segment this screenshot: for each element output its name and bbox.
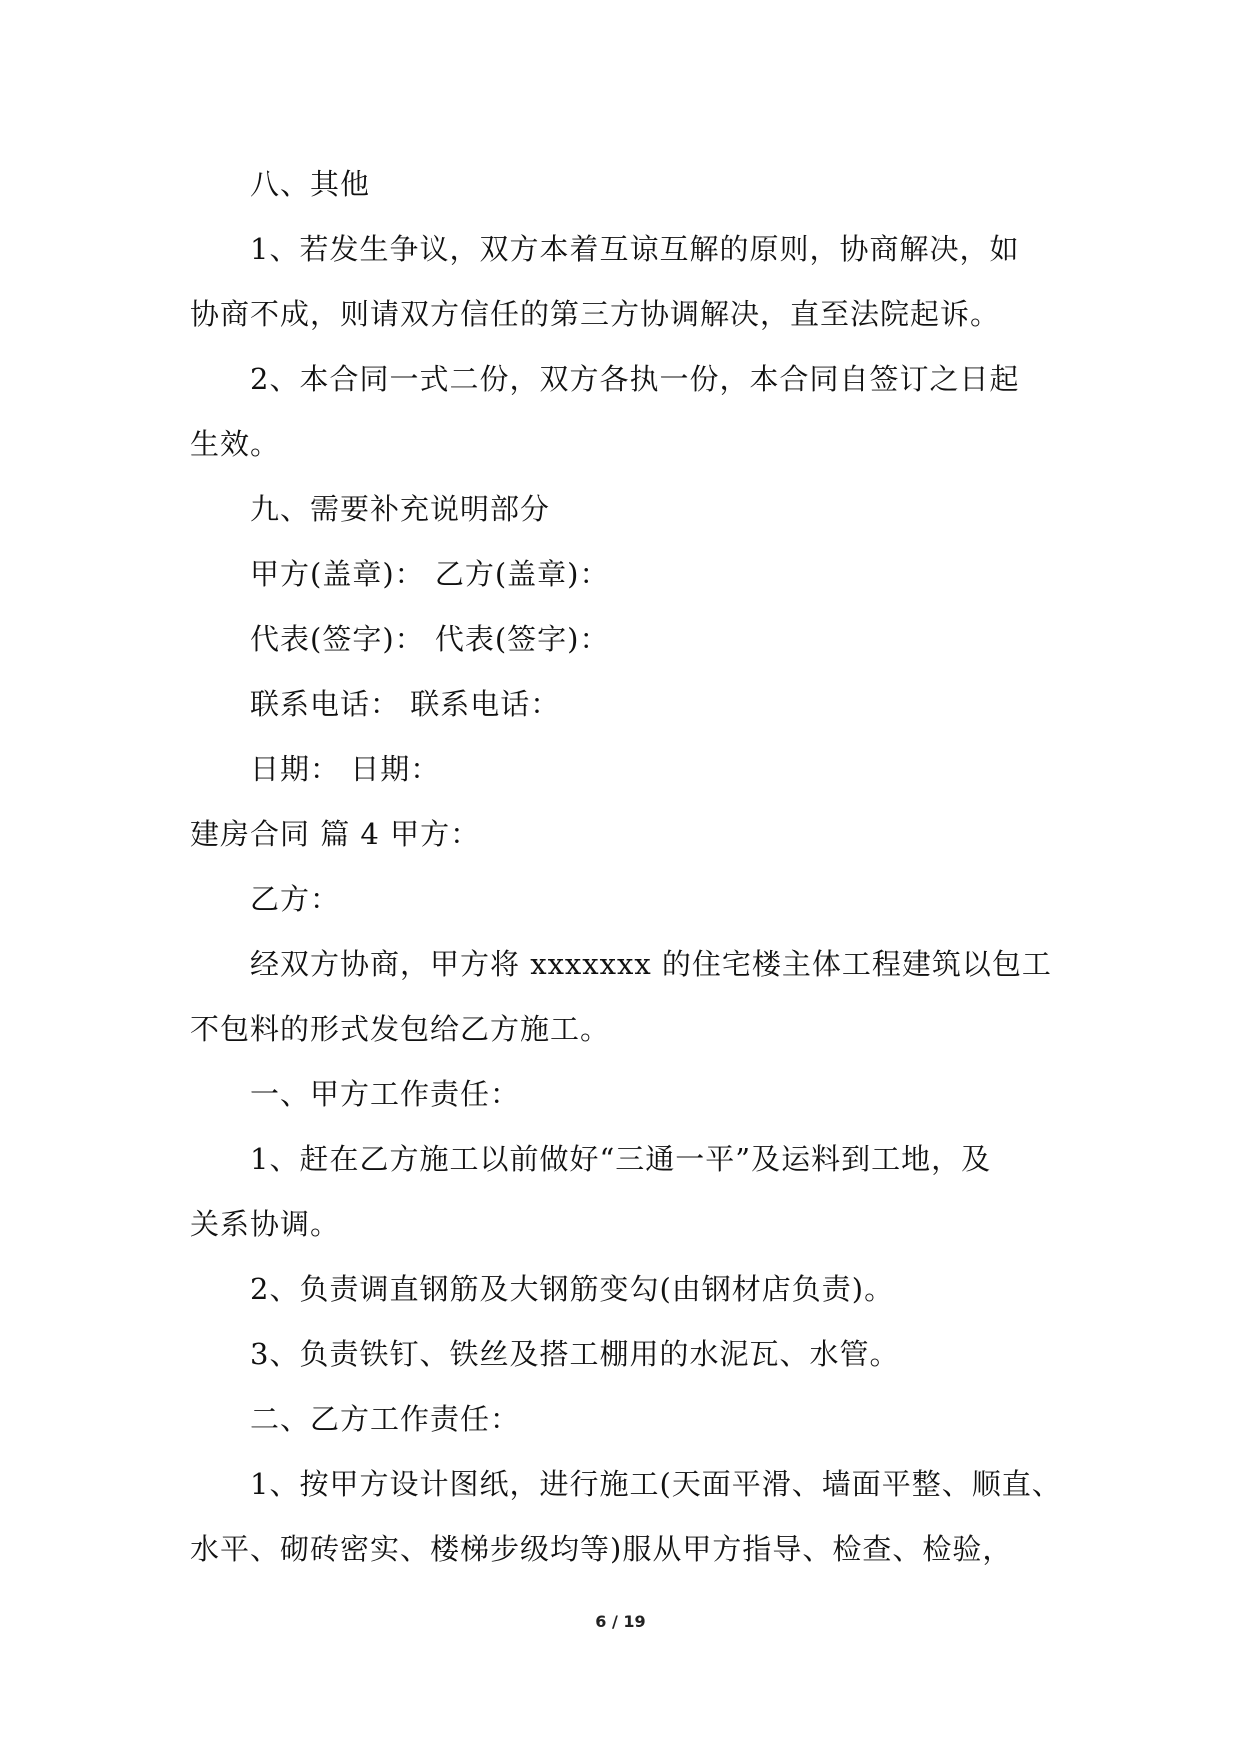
paragraph-line: 关系协调。 [190,1207,341,1241]
contract-title-line: 建房合同 篇 4 甲方： [190,817,481,851]
paragraph-line: 2、本合同一式二份，双方各执一份，本合同自签订之日起 [250,362,1020,396]
section-heading-supplement: 九、需要补充说明部分 [250,492,551,526]
section-heading-other: 八、其他 [250,167,371,201]
party-b-line: 乙方： [250,882,341,916]
paragraph-line: 经双方协商，甲方将 xxxxxxx 的住宅楼主体工程建筑以包工 [250,947,1052,981]
section-heading-party-a-duties: 一、甲方工作责任： [250,1077,521,1111]
paragraph-line: 1、按甲方设计图纸，进行施工(天面平滑、墙面平整、顺直、 [250,1467,1062,1501]
signature-seal-line: 甲方(盖章)： 乙方(盖章)： [250,557,610,591]
paragraph-line: 3、负责铁钉、铁丝及搭工棚用的水泥瓦、水管。 [250,1337,900,1371]
section-heading-party-b-duties: 二、乙方工作责任： [250,1402,521,1436]
paragraph-line: 2、负责调直钢筋及大钢筋变勾(由钢材店负责)。 [250,1272,895,1306]
page-number: 6 / 19 [595,1612,646,1631]
paragraph-line: 协商不成，则请双方信任的第三方协调解决，直至法院起诉。 [190,297,1001,331]
paragraph-line: 1、赶在乙方施工以前做好“三通一平”及运料到工地，及 [250,1142,992,1176]
signature-date-line: 日期： 日期： [250,752,441,786]
signature-phone-line: 联系电话： 联系电话： [250,687,561,721]
document-body [190,152,1060,1582]
paragraph-line: 1、若发生争议，双方本着互谅互解的原则，协商解决，如 [250,232,1020,266]
paragraph-line: 不包料的形式发包给乙方施工。 [190,1012,611,1046]
paragraph-line: 水平、砌砖密实、楼梯步级均等)服从甲方指导、检查、检验， [190,1532,1013,1566]
paragraph-line: 生效。 [190,427,281,461]
signature-representative-line: 代表(签字)： 代表(签字)： [250,622,610,656]
